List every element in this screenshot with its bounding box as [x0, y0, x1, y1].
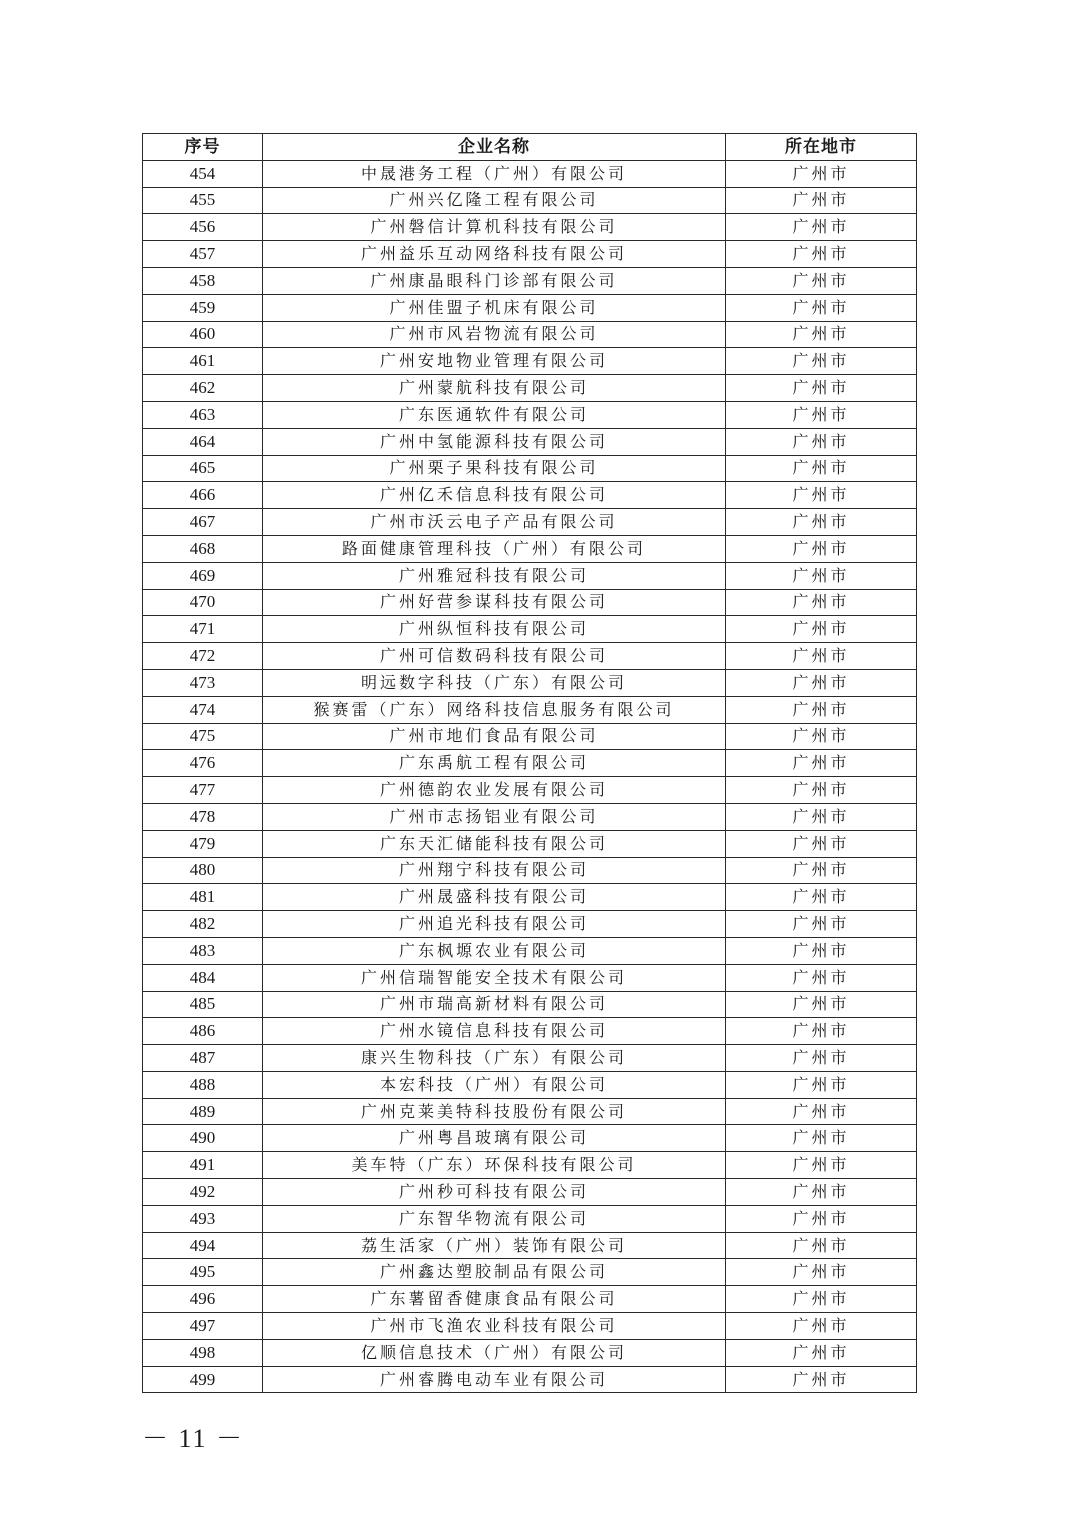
- city-cell: 广州市: [726, 1205, 917, 1232]
- table-row: [143, 857, 917, 884]
- serial-number-cell: 475: [143, 723, 263, 750]
- city-cell: 广州市: [726, 428, 917, 455]
- serial-number-cell: 473: [143, 669, 263, 696]
- company-name-cell: 广州蒙航科技有限公司: [263, 375, 726, 402]
- company-name-cell: 广州好营参谋科技有限公司: [263, 589, 726, 616]
- city-cell: 广州市: [726, 696, 917, 723]
- table-row: [143, 884, 917, 911]
- serial-number-cell: 466: [143, 482, 263, 509]
- company-name-cell: 猴赛雷（广东）网络科技信息服务有限公司: [263, 696, 726, 723]
- table-row: [143, 187, 917, 214]
- table-row: [143, 803, 917, 830]
- serial-number-cell: 474: [143, 696, 263, 723]
- table-row: [143, 482, 917, 509]
- company-name-cell: 广州市地们食品有限公司: [263, 723, 726, 750]
- table-row: [143, 1259, 917, 1286]
- company-name-cell: 广州纵恒科技有限公司: [263, 616, 726, 643]
- serial-number-cell: 471: [143, 616, 263, 643]
- company-name-cell: 广东天汇储能科技有限公司: [263, 830, 726, 857]
- table-row: [143, 375, 917, 402]
- city-cell: 广州市: [726, 1152, 917, 1179]
- company-name-cell: 广州晟盛科技有限公司: [263, 884, 726, 911]
- company-name-cell: 广州鑫达塑胶制品有限公司: [263, 1259, 726, 1286]
- city-cell: 广州市: [726, 643, 917, 670]
- company-name-cell: 广东智华物流有限公司: [263, 1205, 726, 1232]
- serial-number-cell: 472: [143, 643, 263, 670]
- serial-number-cell: 487: [143, 1045, 263, 1072]
- city-cell: 广州市: [726, 241, 917, 268]
- city-cell: 广州市: [726, 267, 917, 294]
- table-row: [143, 214, 917, 241]
- serial-number-cell: 481: [143, 884, 263, 911]
- table-row: [143, 1286, 917, 1313]
- city-cell: 广州市: [726, 937, 917, 964]
- company-name-cell: 广州追光科技有限公司: [263, 911, 726, 938]
- company-name-cell: 广州市风岩物流有限公司: [263, 321, 726, 348]
- company-name-cell: 本宏科技（广州）有限公司: [263, 1071, 726, 1098]
- table-row: [143, 428, 917, 455]
- company-name-cell: 广州信瑞智能安全技术有限公司: [263, 964, 726, 991]
- company-name-cell: 中晟港务工程（广州）有限公司: [263, 160, 726, 187]
- table-row: [143, 1018, 917, 1045]
- company-name-cell: 美车特（广东）环保科技有限公司: [263, 1152, 726, 1179]
- serial-number-cell: 493: [143, 1205, 263, 1232]
- city-cell: 广州市: [726, 669, 917, 696]
- table-row: [143, 669, 917, 696]
- table-row: [143, 964, 917, 991]
- serial-number-cell: 467: [143, 509, 263, 536]
- table-row: [143, 750, 917, 777]
- header-company-name: 企业名称: [263, 134, 726, 161]
- table-row: [143, 1071, 917, 1098]
- serial-number-cell: 454: [143, 160, 263, 187]
- table-row: [143, 1098, 917, 1125]
- company-name-cell: 广州市飞渔农业科技有限公司: [263, 1313, 726, 1340]
- city-cell: 广州市: [726, 750, 917, 777]
- city-cell: 广州市: [726, 187, 917, 214]
- serial-number-cell: 495: [143, 1259, 263, 1286]
- city-cell: 广州市: [726, 723, 917, 750]
- city-cell: 广州市: [726, 1018, 917, 1045]
- table-row: [143, 643, 917, 670]
- table-row: [143, 1339, 917, 1366]
- city-cell: 广州市: [726, 803, 917, 830]
- city-cell: 广州市: [726, 1313, 917, 1340]
- serial-number-cell: 491: [143, 1152, 263, 1179]
- table-row: [143, 348, 917, 375]
- company-name-cell: 广州磐信计算机科技有限公司: [263, 214, 726, 241]
- company-name-cell: 广州粤昌玻璃有限公司: [263, 1125, 726, 1152]
- city-cell: 广州市: [726, 1286, 917, 1313]
- table-body: [143, 160, 917, 1393]
- table-row: [143, 1125, 917, 1152]
- table-row: [143, 937, 917, 964]
- company-name-cell: 广州市志扬铝业有限公司: [263, 803, 726, 830]
- table-row: [143, 562, 917, 589]
- table-row: [143, 160, 917, 187]
- serial-number-cell: 478: [143, 803, 263, 830]
- company-name-cell: 广东薯留香健康食品有限公司: [263, 1286, 726, 1313]
- serial-number-cell: 463: [143, 401, 263, 428]
- serial-number-cell: 483: [143, 937, 263, 964]
- table-header: [143, 134, 917, 161]
- company-name-cell: 广州翔宁科技有限公司: [263, 857, 726, 884]
- city-cell: 广州市: [726, 1366, 917, 1393]
- company-name-cell: 路面健康管理科技（广州）有限公司: [263, 535, 726, 562]
- table-row: [143, 589, 917, 616]
- table-row: [143, 723, 917, 750]
- table-row: [143, 830, 917, 857]
- company-name-cell: 广州睿腾电动车业有限公司: [263, 1366, 726, 1393]
- serial-number-cell: 465: [143, 455, 263, 482]
- company-name-cell: 广州秒可科技有限公司: [263, 1179, 726, 1206]
- city-cell: 广州市: [726, 401, 917, 428]
- company-name-cell: 广东医通软件有限公司: [263, 401, 726, 428]
- page-number: － 11 －: [142, 1424, 245, 1453]
- table-row: [143, 267, 917, 294]
- serial-number-cell: 456: [143, 214, 263, 241]
- serial-number-cell: 496: [143, 1286, 263, 1313]
- table-row: [143, 696, 917, 723]
- city-cell: 广州市: [726, 1045, 917, 1072]
- serial-number-cell: 459: [143, 294, 263, 321]
- city-cell: 广州市: [726, 1339, 917, 1366]
- city-cell: 广州市: [726, 589, 917, 616]
- company-name-cell: 广州安地物业管理有限公司: [263, 348, 726, 375]
- serial-number-cell: 464: [143, 428, 263, 455]
- table-row: [143, 535, 917, 562]
- city-cell: 广州市: [726, 509, 917, 536]
- table-row: [143, 1205, 917, 1232]
- company-name-cell: 广州康晶眼科门诊部有限公司: [263, 267, 726, 294]
- company-name-cell: 广东禹航工程有限公司: [263, 750, 726, 777]
- serial-number-cell: 486: [143, 1018, 263, 1045]
- serial-number-cell: 461: [143, 348, 263, 375]
- serial-number-cell: 494: [143, 1232, 263, 1259]
- serial-number-cell: 497: [143, 1313, 263, 1340]
- company-name-cell: 广州亿禾信息科技有限公司: [263, 482, 726, 509]
- city-cell: 广州市: [726, 1179, 917, 1206]
- city-cell: 广州市: [726, 857, 917, 884]
- serial-number-cell: 492: [143, 1179, 263, 1206]
- table-row: [143, 1179, 917, 1206]
- city-cell: 广州市: [726, 375, 917, 402]
- serial-number-cell: 470: [143, 589, 263, 616]
- serial-number-cell: 485: [143, 991, 263, 1018]
- serial-number-cell: 469: [143, 562, 263, 589]
- city-cell: 广州市: [726, 562, 917, 589]
- company-name-cell: 广州兴亿隆工程有限公司: [263, 187, 726, 214]
- table-row: [143, 1232, 917, 1259]
- city-cell: 广州市: [726, 991, 917, 1018]
- serial-number-cell: 489: [143, 1098, 263, 1125]
- company-name-cell: 广州水镜信息科技有限公司: [263, 1018, 726, 1045]
- table-row: [143, 991, 917, 1018]
- serial-number-cell: 457: [143, 241, 263, 268]
- city-cell: 广州市: [726, 830, 917, 857]
- company-name-cell: 广州市瑞高新材料有限公司: [263, 991, 726, 1018]
- city-cell: 广州市: [726, 160, 917, 187]
- table-row: [143, 321, 917, 348]
- table-row: [143, 777, 917, 804]
- table-row: [143, 1313, 917, 1340]
- city-cell: 广州市: [726, 482, 917, 509]
- enterprise-table: [142, 133, 917, 1393]
- table-row: [143, 401, 917, 428]
- company-name-cell: 广州德韵农业发展有限公司: [263, 777, 726, 804]
- company-name-cell: 康兴生物科技（广东）有限公司: [263, 1045, 726, 1072]
- city-cell: 广州市: [726, 535, 917, 562]
- city-cell: 广州市: [726, 455, 917, 482]
- company-name-cell: 广州克莱美特科技股份有限公司: [263, 1098, 726, 1125]
- table-row: [143, 1045, 917, 1072]
- serial-number-cell: 484: [143, 964, 263, 991]
- city-cell: 广州市: [726, 911, 917, 938]
- city-cell: 广州市: [726, 1125, 917, 1152]
- table-row: [143, 1366, 917, 1393]
- city-cell: 广州市: [726, 294, 917, 321]
- city-cell: 广州市: [726, 321, 917, 348]
- serial-number-cell: 479: [143, 830, 263, 857]
- company-name-cell: 荔生活家（广州）装饰有限公司: [263, 1232, 726, 1259]
- table-row: [143, 616, 917, 643]
- company-name-cell: 广州益乐互动网络科技有限公司: [263, 241, 726, 268]
- company-name-cell: 广州市沃云电子产品有限公司: [263, 509, 726, 536]
- header-row: [143, 134, 917, 161]
- city-cell: 广州市: [726, 616, 917, 643]
- header-city: 所在地市: [726, 134, 917, 161]
- serial-number-cell: 476: [143, 750, 263, 777]
- serial-number-cell: 498: [143, 1339, 263, 1366]
- company-name-cell: 广州栗子果科技有限公司: [263, 455, 726, 482]
- city-cell: 广州市: [726, 348, 917, 375]
- table-row: [143, 455, 917, 482]
- city-cell: 广州市: [726, 777, 917, 804]
- company-name-cell: 广州雅冠科技有限公司: [263, 562, 726, 589]
- city-cell: 广州市: [726, 1098, 917, 1125]
- company-name-cell: 明远数字科技（广东）有限公司: [263, 669, 726, 696]
- city-cell: 广州市: [726, 1259, 917, 1286]
- serial-number-cell: 460: [143, 321, 263, 348]
- city-cell: 广州市: [726, 884, 917, 911]
- table-row: [143, 509, 917, 536]
- city-cell: 广州市: [726, 964, 917, 991]
- serial-number-cell: 488: [143, 1071, 263, 1098]
- table-row: [143, 241, 917, 268]
- city-cell: 广州市: [726, 1071, 917, 1098]
- serial-number-cell: 468: [143, 535, 263, 562]
- table-row: [143, 294, 917, 321]
- company-name-cell: 广东枫塬农业有限公司: [263, 937, 726, 964]
- company-name-cell: 广州可信数码科技有限公司: [263, 643, 726, 670]
- company-name-cell: 亿顺信息技术（广州）有限公司: [263, 1339, 726, 1366]
- serial-number-cell: 480: [143, 857, 263, 884]
- header-serial-number: 序号: [143, 134, 263, 161]
- serial-number-cell: 490: [143, 1125, 263, 1152]
- company-name-cell: 广州中氢能源科技有限公司: [263, 428, 726, 455]
- serial-number-cell: 455: [143, 187, 263, 214]
- table-row: [143, 1152, 917, 1179]
- company-name-cell: 广州佳盟子机床有限公司: [263, 294, 726, 321]
- table-row: [143, 911, 917, 938]
- serial-number-cell: 499: [143, 1366, 263, 1393]
- city-cell: 广州市: [726, 214, 917, 241]
- city-cell: 广州市: [726, 1232, 917, 1259]
- serial-number-cell: 482: [143, 911, 263, 938]
- serial-number-cell: 462: [143, 375, 263, 402]
- serial-number-cell: 458: [143, 267, 263, 294]
- serial-number-cell: 477: [143, 777, 263, 804]
